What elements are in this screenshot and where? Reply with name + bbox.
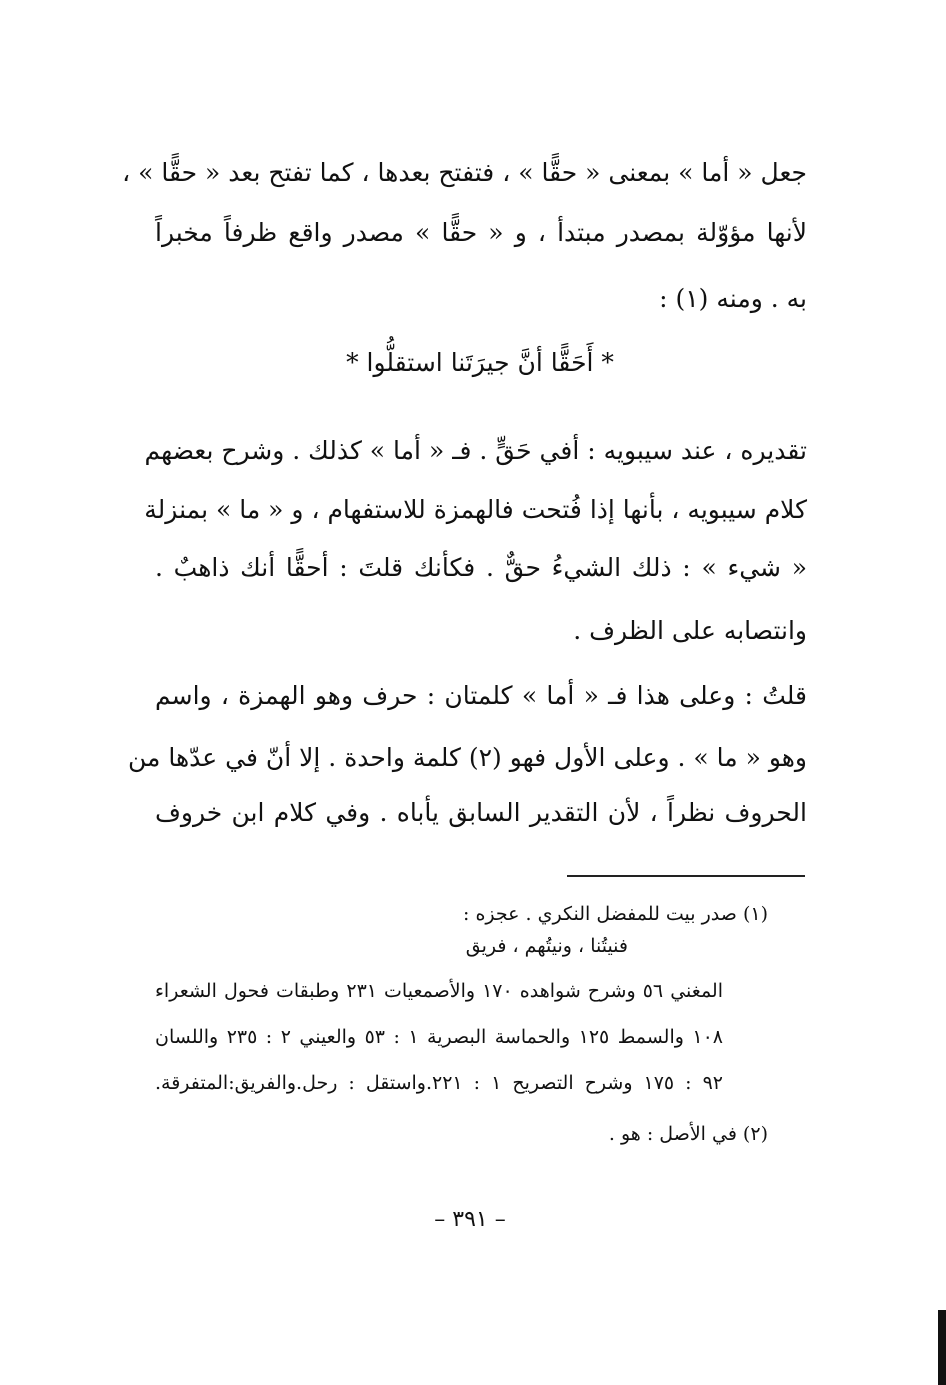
text-line: كلام سيبويه ، بأنها إذا فُتحت فالهمزة للاستفهام ، و « ما » بمنزلة bbox=[144, 495, 807, 524]
footnote-1-line: ٩٢ : ١٧٥ وشرح التصريح ١ : ٢٢١.واستقل : رحل.والفريق:المتفرقة. bbox=[155, 1072, 724, 1094]
text-line: لأنها مؤوّلة بمصدر مبتدأ ، و « حقًّا » مصدر واقع ظرفاً مخبراً bbox=[155, 218, 807, 247]
footnote-1-line: المغني ٥٦ وشرح شواهده ١٧٠ والأصمعيات ٢٣١ وطبقات فحول الشعراء bbox=[155, 980, 723, 1002]
text-line: به . ومنه (١) : bbox=[659, 284, 807, 313]
verse-line: * أَحَقًّا أنَّ جيرَتَنا استقلُّوا * bbox=[346, 348, 614, 377]
footnote-1-verse: فنيتُنا ، ونيتُهم ، فريق bbox=[465, 935, 628, 957]
footnote-1-line: ١٠٨ والسمط ١٢٥ والحماسة البصرية ١ : ٥٣ والعيني ٢ : ٢٣٥ واللسان bbox=[155, 1026, 724, 1048]
footnote-2: (٢) في الأصل : هو . bbox=[608, 1123, 768, 1145]
text-line: « شيء » : ذلك الشيءُ حقٌّ . فكأنك قلتَ : أحقًّا أنك ذاهبٌ . bbox=[155, 553, 807, 582]
text-line: تقديره ، عند سيبويه : أفي حَقٍّ . فـ « أما » كذلك . وشرح بعضهم bbox=[144, 436, 807, 465]
scan-edge-mark bbox=[938, 1310, 946, 1385]
text-line: وانتصابه على الظرف . bbox=[573, 616, 807, 645]
page-number: – ٣٩١ – bbox=[434, 1207, 506, 1232]
footnote-separator bbox=[567, 875, 805, 877]
text-line: قلتُ : وعلى هذا فـ « أما » كلمتان : حرف وهو الهمزة ، واسم bbox=[155, 681, 807, 710]
text-line: الحروف نظراً ، لأن التقدير السابق يأباه . وفي كلام ابن خروف bbox=[155, 798, 807, 827]
footnote-1-heading: (١) صدر بيت للمفضل النكري . عجزه : bbox=[463, 903, 768, 925]
text-line: وهو « ما » . وعلى الأول فهو (٢) كلمة واحدة . إلا أنّ في عدّها من bbox=[128, 743, 807, 772]
text-line: جعل « أما » بمعنى « حقًّا » ، فتفتح بعدها ، كما تفتح بعد « حقًّا » ، bbox=[122, 158, 807, 187]
